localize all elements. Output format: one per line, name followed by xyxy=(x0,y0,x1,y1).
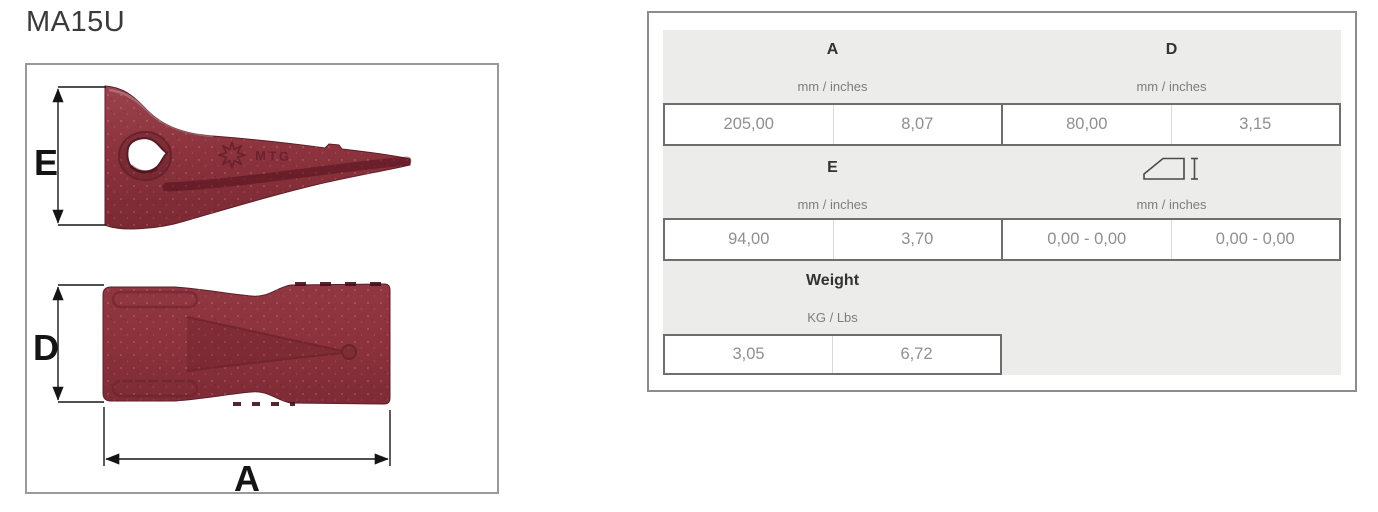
dimension-e xyxy=(58,87,106,225)
header-row-e-profile xyxy=(663,146,1341,218)
col-header-d: D xyxy=(1165,41,1178,58)
tooth-drawing xyxy=(27,65,497,492)
dimension-e-label: E xyxy=(33,142,59,183)
dimension-a-label: A xyxy=(234,458,260,492)
tooth-top-view xyxy=(103,284,390,404)
header-row-weight xyxy=(663,261,1341,334)
value-profile-mm: 0,00 - 0,00 xyxy=(1001,220,1171,259)
technical-drawing-panel xyxy=(25,63,499,494)
col-unit-e: mm / inches xyxy=(797,196,868,212)
page-title: MA15U xyxy=(26,6,126,38)
brand-mark: MTG xyxy=(254,148,292,164)
dimension-d xyxy=(58,285,104,402)
value-weight-kg: 3,05 xyxy=(732,345,765,363)
tooth-side-view xyxy=(105,86,410,229)
dimension-d-label: D xyxy=(33,327,59,368)
value-row-a-d xyxy=(663,103,1341,146)
col-unit-weight: KG / Lbs xyxy=(807,310,858,325)
value-profile-inches: 0,00 - 0,00 xyxy=(1171,220,1340,259)
col-unit-a: mm / inches xyxy=(797,79,868,94)
value-weight-lbs: 6,72 xyxy=(832,336,1000,373)
value-a-mm: 205,00 xyxy=(723,115,774,133)
blade-profile-icon xyxy=(1141,155,1203,182)
value-row-weight xyxy=(663,334,1002,375)
col-header-a: A xyxy=(826,41,839,58)
value-d-inches: 3,15 xyxy=(1171,105,1340,144)
header-row-a-d xyxy=(663,30,1341,103)
spec-table-panel xyxy=(647,11,1357,392)
col-unit-profile: mm / inches xyxy=(1136,196,1207,212)
value-d-mm: 80,00 xyxy=(1001,105,1171,144)
spec-table xyxy=(663,30,1341,375)
value-e-inches: 3,70 xyxy=(833,220,1002,259)
col-unit-d: mm / inches xyxy=(1136,79,1207,94)
value-row-e-profile xyxy=(663,218,1341,261)
col-header-weight: Weight xyxy=(805,272,860,289)
col-header-e: E xyxy=(827,159,838,176)
value-a-inches: 8,07 xyxy=(833,105,1002,144)
value-e-mm: 94,00 xyxy=(728,230,770,248)
